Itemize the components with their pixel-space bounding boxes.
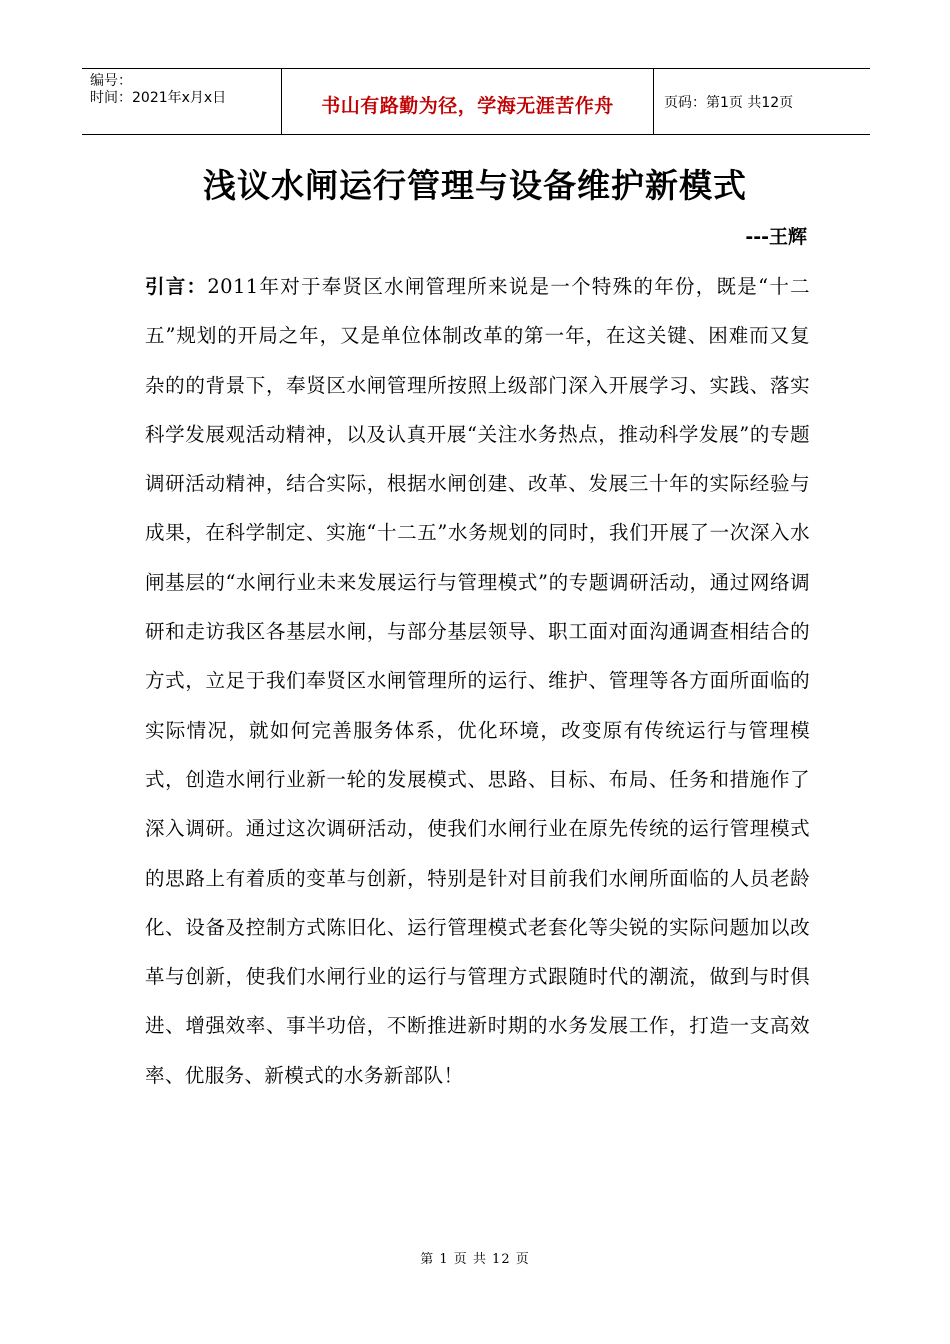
document-number-label: 编号：	[90, 73, 132, 89]
document-title: 浅议水闸运行管理与设备维护新模式	[203, 166, 747, 205]
header-meta-cell	[82, 69, 282, 134]
document-date-label: 时间：2021年x月x日	[90, 90, 227, 106]
intro-text: 2011年对于奉贤区水闸管理所来说是一个特殊的年份，既是“十二五”规划的开局之年，又是单位体制改革的第一年，在这关键、困难而又复杂的的背景下，奉贤区水闸管理所按照上级部门深入开展学习、实践、落实科学发展观活动精神，以及认真开展“关注水务热点，推动科学发展”的专题调研活动精神，结合实际，根据水闸创建、改革、发展三十年的实际经验与成果，在科学制定、实施“十二五”水务规划的同时，我们开展了一次深入水闸基层的“水闸行业未来发展运行与管理模式”的专题调研活动，通过网络调研和走访我区各基层水闸，与部分基层领导、职工面对面沟通调查相结合的方式，立足于我们奉贤区水闸管理所的运行、维护、管理等各方面所面临的实际情况，就如何完善服务体系，优化环境，改变原有传统运行与管理模式，创造水闸行业新一轮的发展模式、思路、目标、布局、任务和措施作了深入调研。通过这次调研活动，使我们水闸行业在原先传统的运行管理模式的思路上有着质的变革与创新，特别是针对目前我们水闸所面临的人员老龄化、设备及控制方式陈旧化、运行管理模式老套化等尖锐的实际问题加以改革与创新，使我们水闸行业的运行与管理方式跟随时代的潮流，做到与时俱进、增强效率、事半功倍，不断推进新时期的水务发展工作，打造一支高效率、优服务、新模式的水务新部队！	[145, 275, 811, 1087]
header-page-info: 页码：第1页 共12页	[664, 94, 794, 111]
document-header	[82, 68, 870, 135]
header-motto: 书山有路勤为径，学海无涯苦作舟	[321, 95, 614, 117]
header-page-cell	[654, 69, 870, 134]
document-author: ---王辉	[745, 226, 807, 248]
intro-paragraph	[145, 262, 810, 1100]
page-footer: 第 1 页 共 12 页	[420, 1252, 530, 1267]
intro-label: 引言：	[145, 275, 208, 298]
header-motto-cell	[282, 69, 654, 134]
